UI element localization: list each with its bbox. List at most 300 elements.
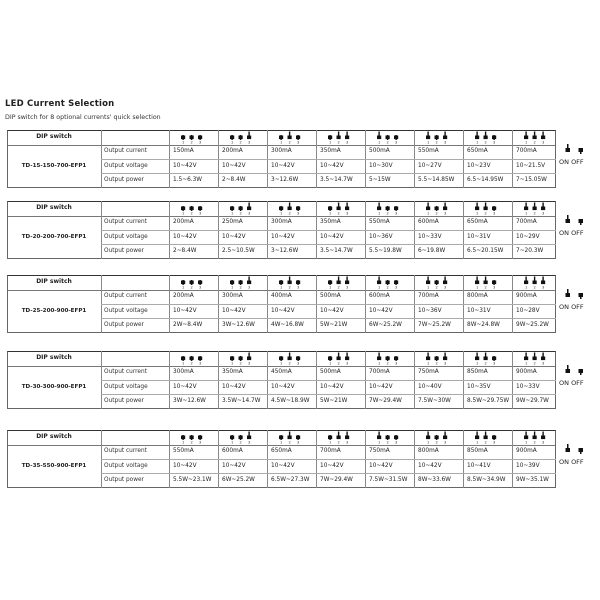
value-cell-power: 3W~12.6W	[173, 398, 206, 405]
svg-text:1: 1	[279, 140, 283, 144]
value-cell-voltage: 10~39V	[516, 462, 540, 469]
value-cell-voltage: 10~28V	[516, 307, 540, 314]
value-cell-voltage: 10~42V	[320, 383, 344, 390]
value-cell-current: 500mA	[369, 148, 390, 154]
dip-switch-header: DIP switch	[36, 433, 72, 440]
value-cell-current: 700mA	[369, 369, 390, 375]
svg-text:1: 1	[426, 440, 430, 444]
dip-switch-icon	[267, 352, 316, 365]
row-label-current: Output current	[104, 369, 147, 375]
svg-text:3: 3	[394, 140, 398, 144]
value-cell-current: 850mA	[467, 448, 488, 454]
value-cell-voltage: 10~33V	[516, 383, 540, 390]
value-cell-power: 7W~25.2W	[418, 322, 451, 329]
value-cell-voltage: 10~42V	[271, 462, 295, 469]
value-cell-current: 700mA	[418, 293, 439, 299]
dip-switch-icon	[169, 352, 218, 365]
dip-switch-icon	[365, 276, 414, 289]
value-cell-power: 8W~33.6W	[418, 477, 451, 484]
value-cell-current: 550mA	[369, 219, 390, 225]
value-cell-current: 450mA	[271, 369, 292, 375]
value-cell-power: 8.5W~29.75W	[467, 398, 510, 405]
dip-switch-icon	[316, 431, 365, 444]
dip-switch-icon	[169, 276, 218, 289]
value-cell-voltage: 10~42V	[173, 233, 197, 240]
svg-text:3: 3	[345, 285, 349, 289]
value-cell-current: 200mA	[222, 148, 243, 154]
dip-switch-icon	[512, 131, 561, 144]
svg-text:2: 2	[337, 440, 340, 444]
dip-switch-icon	[365, 431, 414, 444]
svg-text:1: 1	[524, 285, 528, 289]
value-cell-voltage: 10~36V	[418, 307, 442, 314]
value-cell-power: 4.5W~18.9W	[271, 398, 310, 405]
svg-text:2: 2	[239, 361, 242, 365]
value-cell-power: 3.5~14.7W	[320, 177, 353, 184]
value-cell-power: 7.5W~31.5W	[369, 477, 408, 484]
row-label-current: Output current	[104, 293, 147, 299]
dip-switch-header: DIP switch	[36, 133, 72, 140]
dip-switch-icon	[169, 202, 218, 215]
svg-text:1: 1	[230, 140, 234, 144]
dip-switch-icon	[169, 131, 218, 144]
svg-text:1: 1	[328, 285, 332, 289]
svg-text:3: 3	[247, 285, 251, 289]
svg-text:2: 2	[337, 140, 340, 144]
value-cell-voltage: 10~42V	[320, 233, 344, 240]
value-cell-voltage: 10~35V	[467, 383, 491, 390]
svg-text:2: 2	[190, 440, 193, 444]
svg-text:2: 2	[435, 361, 438, 365]
value-cell-power: 5.5W~23.1W	[173, 477, 212, 484]
svg-text:1: 1	[181, 361, 185, 365]
svg-text:2: 2	[386, 211, 389, 215]
value-cell-current: 600mA	[222, 448, 243, 454]
svg-text:3: 3	[394, 361, 398, 365]
on-off-label	[559, 379, 584, 387]
on-label: ON	[559, 458, 569, 466]
value-cell-voltage: 10~42V	[173, 162, 197, 169]
value-cell-power: 6W~25.2W	[369, 322, 402, 329]
model-name: TD-20-200-700-EFP1	[21, 234, 87, 240]
svg-text:3: 3	[198, 361, 202, 365]
value-cell-current: 400mA	[271, 293, 292, 299]
svg-text:1: 1	[475, 440, 479, 444]
value-cell-power: 7~15.05W	[516, 177, 547, 184]
value-cell-voltage: 10~42V	[173, 383, 197, 390]
svg-text:1: 1	[524, 211, 528, 215]
on-off-legend	[556, 130, 596, 188]
dip-switch-icon	[218, 202, 267, 215]
off-label: OFF	[571, 229, 584, 237]
value-cell-voltage: 10~36V	[369, 233, 393, 240]
svg-text:3: 3	[198, 211, 202, 215]
svg-text:2: 2	[239, 285, 242, 289]
value-cell-voltage: 10~29V	[516, 233, 540, 240]
on-off-label	[559, 229, 584, 237]
on-label: ON	[559, 303, 569, 311]
svg-text:2: 2	[484, 285, 487, 289]
dip-switch-icon	[463, 202, 512, 215]
value-cell-power: 5W~21W	[320, 322, 348, 329]
value-cell-voltage: 10~42V	[222, 383, 246, 390]
on-off-legend	[556, 275, 596, 333]
value-cell-current: 700mA	[320, 448, 341, 454]
dip-switch-icon	[316, 131, 365, 144]
value-cell-current: 500mA	[320, 293, 341, 299]
dip-switch-icon	[169, 431, 218, 444]
svg-text:2: 2	[190, 285, 193, 289]
off-label: OFF	[571, 303, 584, 311]
svg-text:1: 1	[328, 361, 332, 365]
svg-text:1: 1	[475, 211, 479, 215]
value-cell-current: 150mA	[173, 148, 194, 154]
value-cell-voltage: 10~21.5V	[516, 162, 546, 169]
value-cell-power: 1.5~6.3W	[173, 177, 203, 184]
value-cell-current: 700mA	[516, 148, 537, 154]
dip-switch-icon	[463, 131, 512, 144]
dip-switch-icon	[218, 276, 267, 289]
svg-text:3: 3	[345, 211, 349, 215]
on-off-legend	[556, 201, 596, 259]
svg-text:1: 1	[524, 440, 528, 444]
dip-switch-icon	[463, 352, 512, 365]
selection-table	[7, 430, 584, 488]
dip-switch-icon	[316, 276, 365, 289]
svg-text:1: 1	[230, 361, 234, 365]
dip-switch-icon	[267, 431, 316, 444]
svg-text:1: 1	[426, 140, 430, 144]
svg-text:2: 2	[288, 211, 291, 215]
svg-text:3: 3	[541, 361, 545, 365]
svg-text:3: 3	[541, 285, 545, 289]
value-cell-current: 300mA	[222, 293, 243, 299]
value-cell-power: 5.5~19.8W	[369, 248, 402, 255]
svg-text:2: 2	[386, 140, 389, 144]
svg-text:2: 2	[533, 211, 536, 215]
on-off-label	[559, 458, 584, 466]
svg-text:3: 3	[443, 140, 447, 144]
svg-text:1: 1	[377, 140, 381, 144]
svg-text:2: 2	[435, 440, 438, 444]
value-cell-current: 200mA	[173, 293, 194, 299]
svg-text:2: 2	[239, 140, 242, 144]
row-label-current: Output current	[104, 448, 147, 454]
svg-text:2: 2	[190, 211, 193, 215]
value-cell-voltage: 10~33V	[418, 233, 442, 240]
svg-text:1: 1	[279, 440, 283, 444]
svg-text:2: 2	[239, 211, 242, 215]
value-cell-power: 7~20.3W	[516, 248, 544, 255]
model-name: TD-25-200-900-EFP1	[21, 308, 87, 314]
dip-switch-icon	[414, 276, 463, 289]
dip-switch-header: DIP switch	[36, 354, 72, 361]
svg-text:3: 3	[247, 211, 251, 215]
value-cell-voltage: 10~42V	[418, 462, 442, 469]
dip-switch-icon	[218, 431, 267, 444]
value-cell-power: 2~8.4W	[173, 248, 197, 255]
dip-switch-icon	[414, 131, 463, 144]
value-cell-current: 650mA	[271, 448, 292, 454]
value-cell-current: 600mA	[418, 219, 439, 225]
value-cell-current: 900mA	[516, 369, 537, 375]
value-cell-current: 350mA	[320, 148, 341, 154]
svg-text:2: 2	[484, 211, 487, 215]
svg-text:1: 1	[230, 285, 234, 289]
model-name: TD-15-150-700-EFP1	[21, 163, 87, 169]
svg-text:1: 1	[426, 361, 430, 365]
svg-text:1: 1	[377, 285, 381, 289]
svg-text:3: 3	[296, 140, 300, 144]
selection-table	[7, 275, 584, 333]
svg-text:3: 3	[247, 140, 251, 144]
dip-switch-icon	[267, 276, 316, 289]
row-label-voltage: Output voltage	[104, 307, 148, 314]
value-cell-power: 8.5W~34.9W	[467, 477, 506, 484]
svg-text:3: 3	[198, 440, 202, 444]
svg-text:2: 2	[435, 285, 438, 289]
dip-switch-icon	[267, 131, 316, 144]
svg-text:3: 3	[394, 211, 398, 215]
dip-switch-icon	[414, 352, 463, 365]
svg-text:1: 1	[181, 211, 185, 215]
value-cell-voltage: 10~42V	[320, 162, 344, 169]
svg-text:3: 3	[541, 440, 545, 444]
value-cell-current: 550mA	[418, 148, 439, 154]
svg-text:3: 3	[443, 285, 447, 289]
value-cell-power: 7.5W~30W	[418, 398, 451, 405]
value-cell-voltage: 10~40V	[418, 383, 442, 390]
off-label: OFF	[571, 158, 584, 166]
svg-text:3: 3	[492, 140, 496, 144]
svg-text:3: 3	[345, 440, 349, 444]
svg-text:2: 2	[337, 361, 340, 365]
svg-text:2: 2	[533, 140, 536, 144]
dip-switch-icon	[316, 202, 365, 215]
value-cell-current: 300mA	[173, 369, 194, 375]
row-label-current: Output current	[104, 148, 147, 154]
svg-text:3: 3	[492, 361, 496, 365]
svg-text:2: 2	[288, 140, 291, 144]
svg-text:1: 1	[328, 140, 332, 144]
svg-text:3: 3	[541, 140, 545, 144]
value-cell-power: 3W~12.6W	[222, 322, 255, 329]
svg-text:2: 2	[533, 440, 536, 444]
on-label: ON	[559, 379, 569, 387]
svg-text:2: 2	[386, 361, 389, 365]
svg-text:3: 3	[247, 440, 251, 444]
value-cell-voltage: 10~31V	[467, 307, 491, 314]
svg-text:2: 2	[190, 140, 193, 144]
svg-text:1: 1	[328, 440, 332, 444]
value-cell-current: 700mA	[516, 219, 537, 225]
svg-text:1: 1	[230, 440, 234, 444]
svg-text:1: 1	[181, 440, 185, 444]
svg-text:2: 2	[484, 440, 487, 444]
dip-switch-icon	[218, 131, 267, 144]
dip-switch-icon	[512, 352, 561, 365]
value-cell-voltage: 10~42V	[271, 233, 295, 240]
dip-switch-icon	[365, 131, 414, 144]
value-cell-power: 7W~29.4W	[369, 398, 402, 405]
value-cell-voltage: 10~42V	[369, 307, 393, 314]
value-cell-voltage: 10~42V	[369, 383, 393, 390]
svg-text:3: 3	[443, 211, 447, 215]
on-label: ON	[559, 229, 569, 237]
value-cell-current: 900mA	[516, 448, 537, 454]
value-cell-current: 650mA	[467, 148, 488, 154]
value-cell-current: 550mA	[173, 448, 194, 454]
svg-text:3: 3	[296, 361, 300, 365]
svg-text:2: 2	[484, 140, 487, 144]
off-label: OFF	[571, 379, 584, 387]
svg-text:3: 3	[198, 140, 202, 144]
dip-switch-icon	[218, 352, 267, 365]
dip-switch-icon	[414, 431, 463, 444]
value-cell-voltage: 10~42V	[173, 307, 197, 314]
value-cell-power: 3.5W~14.7W	[222, 398, 261, 405]
section-title: LED Current Selection	[5, 99, 115, 109]
value-cell-power: 4W~16.8W	[271, 322, 304, 329]
row-label-power: Output power	[104, 398, 144, 405]
svg-text:1: 1	[181, 140, 185, 144]
svg-text:3: 3	[296, 285, 300, 289]
value-cell-voltage: 10~41V	[467, 462, 491, 469]
svg-text:1: 1	[377, 211, 381, 215]
svg-text:2: 2	[533, 285, 536, 289]
value-cell-current: 800mA	[418, 448, 439, 454]
svg-text:3: 3	[296, 211, 300, 215]
value-cell-current: 200mA	[173, 219, 194, 225]
svg-text:2: 2	[533, 361, 536, 365]
value-cell-current: 350mA	[320, 219, 341, 225]
value-cell-voltage: 10~42V	[320, 462, 344, 469]
svg-text:2: 2	[435, 211, 438, 215]
svg-text:1: 1	[279, 361, 283, 365]
value-cell-power: 7W~29.4W	[320, 477, 353, 484]
on-label: ON	[559, 158, 569, 166]
svg-text:3: 3	[492, 285, 496, 289]
dip-switch-icon	[316, 352, 365, 365]
row-label-current: Output current	[104, 219, 147, 225]
svg-text:1: 1	[426, 285, 430, 289]
row-label-power: Output power	[104, 322, 144, 329]
svg-text:3: 3	[394, 440, 398, 444]
svg-text:1: 1	[279, 285, 283, 289]
svg-text:2: 2	[484, 361, 487, 365]
svg-text:2: 2	[239, 440, 242, 444]
svg-text:2: 2	[435, 140, 438, 144]
value-cell-voltage: 10~42V	[222, 307, 246, 314]
value-cell-power: 9W~35.1W	[516, 477, 549, 484]
selection-table	[7, 351, 584, 409]
value-cell-voltage: 10~42V	[271, 307, 295, 314]
value-cell-voltage: 10~30V	[369, 162, 393, 169]
value-cell-voltage: 10~42V	[271, 162, 295, 169]
value-cell-voltage: 10~42V	[271, 383, 295, 390]
dip-switch-header: DIP switch	[36, 204, 72, 211]
row-label-voltage: Output voltage	[104, 162, 148, 169]
selection-table	[7, 201, 584, 259]
value-cell-power: 5~15W	[369, 177, 391, 184]
value-cell-power: 2W~8.4W	[173, 322, 203, 329]
value-cell-current: 600mA	[369, 293, 390, 299]
value-cell-voltage: 10~27V	[418, 162, 442, 169]
value-cell-voltage: 10~42V	[222, 462, 246, 469]
value-cell-power: 3~12.6W	[271, 177, 299, 184]
value-cell-current: 750mA	[369, 448, 390, 454]
off-label: OFF	[571, 458, 584, 466]
value-cell-voltage: 10~42V	[173, 462, 197, 469]
value-cell-power: 6~19.8W	[418, 248, 446, 255]
svg-text:2: 2	[337, 285, 340, 289]
svg-text:3: 3	[345, 140, 349, 144]
value-cell-power: 9W~29.7W	[516, 398, 549, 405]
svg-text:3: 3	[345, 361, 349, 365]
dip-switch-icon	[365, 202, 414, 215]
value-cell-current: 850mA	[467, 369, 488, 375]
row-label-voltage: Output voltage	[104, 233, 148, 240]
row-label-voltage: Output voltage	[104, 383, 148, 390]
dip-switch-icon	[512, 202, 561, 215]
selection-table	[7, 130, 584, 188]
dip-switch-icon	[414, 202, 463, 215]
value-cell-power: 2~8.4W	[222, 177, 246, 184]
svg-text:1: 1	[377, 440, 381, 444]
on-off-label	[559, 158, 584, 166]
svg-text:1: 1	[181, 285, 185, 289]
dip-switch-icon	[365, 352, 414, 365]
svg-text:2: 2	[337, 211, 340, 215]
svg-text:1: 1	[475, 285, 479, 289]
dip-switch-icon	[463, 431, 512, 444]
value-cell-current: 300mA	[271, 219, 292, 225]
svg-text:1: 1	[230, 211, 234, 215]
value-cell-current: 900mA	[516, 293, 537, 299]
svg-text:1: 1	[524, 140, 528, 144]
svg-text:1: 1	[524, 361, 528, 365]
svg-text:1: 1	[426, 211, 430, 215]
svg-text:1: 1	[475, 140, 479, 144]
value-cell-voltage: 10~42V	[222, 233, 246, 240]
value-cell-current: 500mA	[320, 369, 341, 375]
on-off-legend	[556, 351, 596, 409]
model-name: TD-30-300-900-EFP1	[21, 384, 87, 390]
dip-switch-header: DIP switch	[36, 278, 72, 285]
value-cell-current: 300mA	[271, 148, 292, 154]
svg-text:3: 3	[443, 440, 447, 444]
value-cell-power: 6W~25.2W	[222, 477, 255, 484]
svg-text:1: 1	[328, 211, 332, 215]
svg-text:3: 3	[394, 285, 398, 289]
value-cell-voltage: 10~31V	[467, 233, 491, 240]
row-label-power: Output power	[104, 477, 144, 484]
value-cell-power: 6.5W~27.3W	[271, 477, 310, 484]
value-cell-power: 5.5~14.85W	[418, 177, 455, 184]
value-cell-voltage: 10~23V	[467, 162, 491, 169]
row-label-power: Output power	[104, 248, 144, 255]
svg-text:2: 2	[288, 285, 291, 289]
svg-text:3: 3	[247, 361, 251, 365]
svg-text:3: 3	[492, 211, 496, 215]
value-cell-power: 8W~24.8W	[467, 322, 500, 329]
value-cell-current: 350mA	[222, 369, 243, 375]
svg-text:3: 3	[541, 211, 545, 215]
dip-switch-icon	[512, 276, 561, 289]
model-name: TD-35-550-900-EFP1	[21, 463, 87, 469]
value-cell-current: 250mA	[222, 219, 243, 225]
svg-text:2: 2	[288, 440, 291, 444]
